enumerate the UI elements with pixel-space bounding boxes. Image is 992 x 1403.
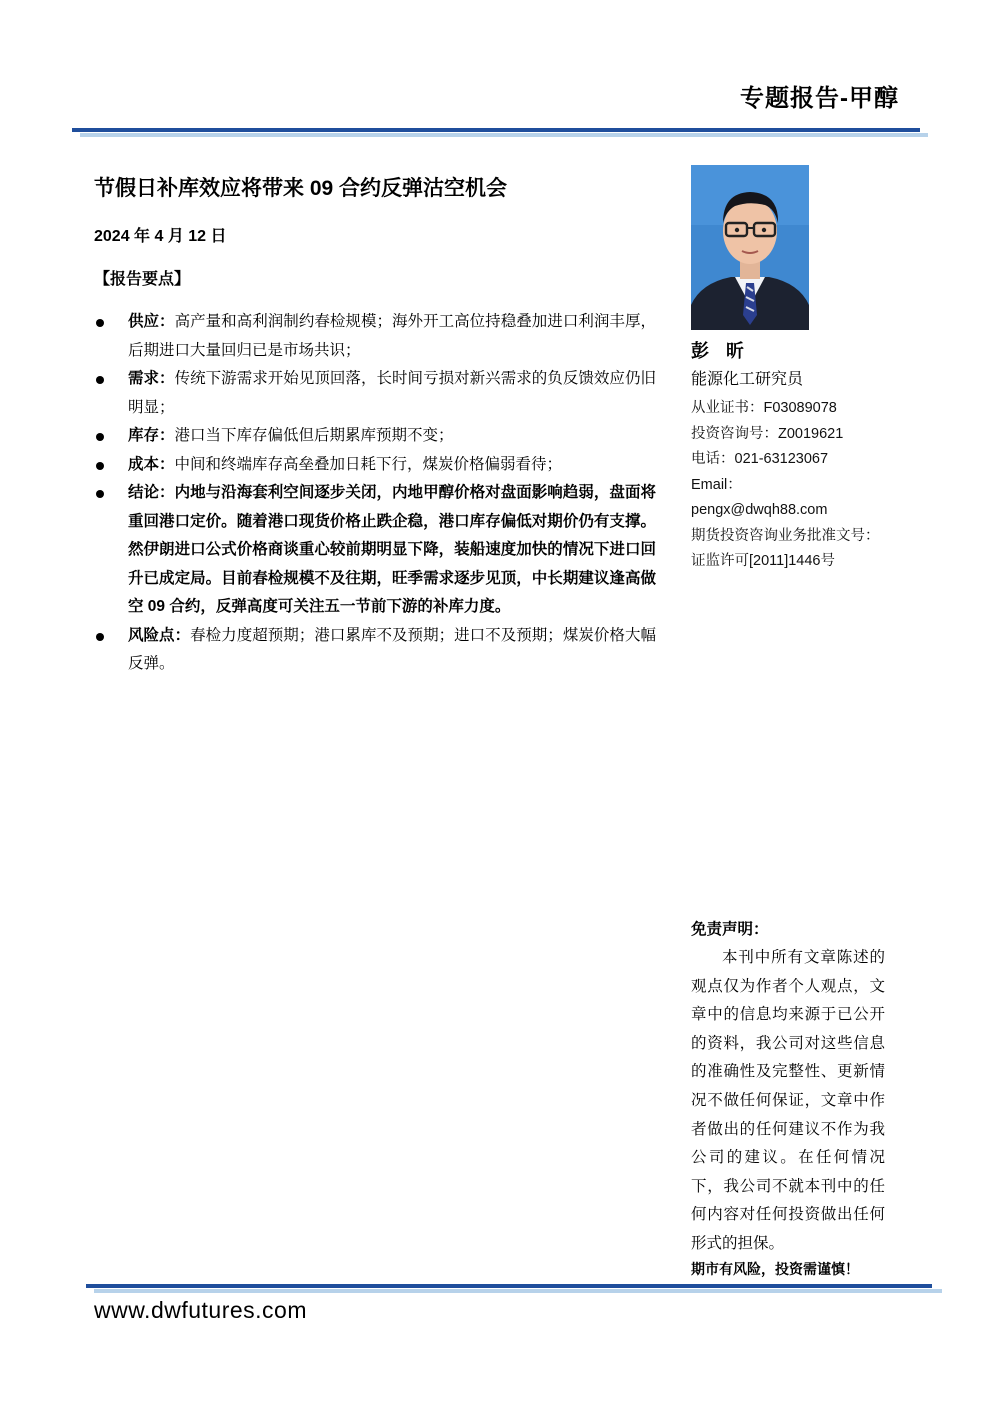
bullet-icon (96, 490, 104, 498)
consult-number: 投资咨询号：Z0019621 (691, 425, 844, 442)
key-point-conclusion (94, 479, 656, 622)
author-name: 彭 昕 (691, 341, 751, 361)
point-label: 需求： (128, 370, 175, 387)
author-title: 能源化工研究员 (691, 371, 804, 388)
point-text: 中间和终端库存高垒叠加日耗下行，煤炭价格偏弱看待； (174, 455, 563, 473)
bullet-icon (96, 462, 104, 470)
key-point-demand (94, 365, 656, 422)
approval-number: 期货投资咨询业务批准文号：证监许可[2011]1446号 (691, 527, 880, 569)
key-point-supply (94, 308, 656, 365)
bullet-icon (96, 433, 104, 441)
key-point-inventory (94, 422, 656, 451)
author-info (691, 368, 891, 575)
footer-rule-dark (86, 1284, 932, 1288)
bullet-icon (96, 319, 104, 327)
cert-number: 从业证书：F03089078 (691, 400, 837, 416)
point-text: 传统下游需求开始见顶回落，长时间亏损对新兴需求的负反馈效应仍旧明显； (128, 370, 656, 416)
footer-url[interactable]: www.dwfutures.com (94, 1297, 308, 1323)
report-title: 节假日补库效应将带来 09 合约反弹沽空机会 (94, 177, 508, 200)
point-label: 风险点： (128, 626, 191, 644)
phone: 电话：021-63123067 (691, 451, 829, 467)
point-text: 高产量和高利润制约春检规模；海外开工高位持稳叠加进口利润丰厚，后期进口大量回归已是市场共识； (128, 313, 656, 359)
report-header-title: 专题报告-甲醇 (740, 85, 899, 112)
author-photo (691, 165, 809, 330)
header-rule-dark (72, 128, 920, 132)
point-text: 春检力度超预期；港口累库不及预期；进口不及预期；煤炭价格大幅反弹。 (128, 626, 656, 672)
email-label: Email： (691, 476, 742, 493)
section-heading: 【报告要点】 (94, 271, 191, 288)
key-points-list (94, 308, 656, 679)
footer-rule-light (94, 1289, 942, 1293)
point-label: 库存： (128, 427, 175, 444)
point-text: 港口当下库存偏低但后期累库预期不变； (174, 427, 454, 444)
bullet-icon (96, 633, 104, 641)
bullet-icon (96, 376, 104, 384)
report-date: 2024 年 4 月 12 日 (94, 228, 227, 245)
point-label: 结论： (128, 484, 175, 501)
disclaimer-body: 本刊中所有文章陈述的观点仅为作者个人观点，文章中的信息均来源于已公开的资料，我公司对这些信息的准确性及完整性、更新情况不做任何保证，文章中作者做出的任何建议不作为我公司的建议。在任何情况下，我公司不就本刊中的任何内容对任何投资做出任何形式的担保。 (691, 949, 885, 1252)
point-label: 供应： (128, 313, 175, 330)
key-point-risk (94, 622, 656, 679)
point-text: 内地与沿海套利空间逐步关闭，内地甲醇价格对盘面影响趋弱，盘面将重回港口定价。随着港口现货价格止跌企稳，港口库存偏低对期价仍有支撑。然伊朗进口公式价格商谈重心较前期明显下降，装船速度加快的情况下进口回升已成定局。目前春检规模不及往期，旺季需求逐步见顶，中长期建议逢高做空 09 合约，反弹高度可关注五一节前下游的补库力度。 (128, 484, 656, 615)
key-point-cost (94, 451, 656, 480)
risk-warning: 期市有风险，投资需谨慎！ (691, 1261, 859, 1277)
header-rule-light (80, 133, 928, 137)
disclaimer-title: 免责声明： (691, 921, 769, 938)
point-label: 成本： (128, 455, 175, 473)
email-address[interactable]: pengx@dwqh88.com (691, 502, 828, 518)
